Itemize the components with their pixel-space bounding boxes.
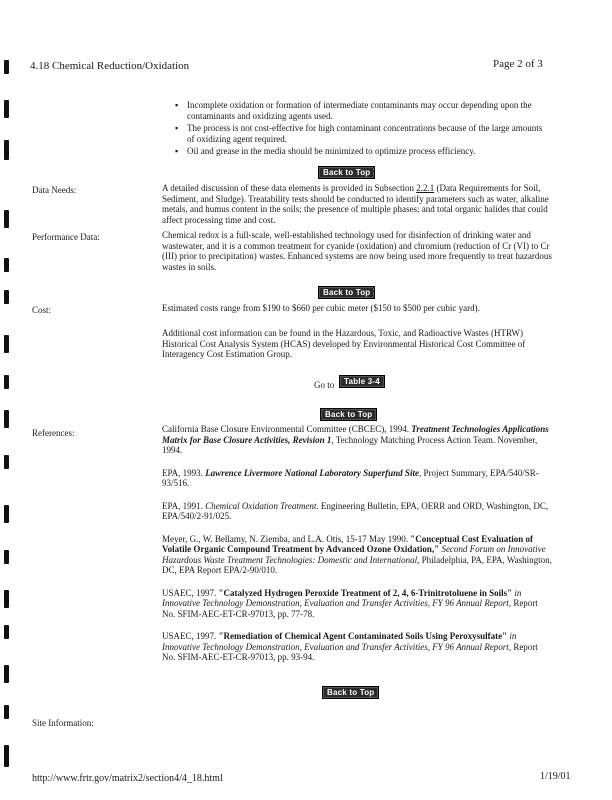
scan-mark xyxy=(4,705,9,719)
data-needs-label: Data Needs: xyxy=(32,185,77,195)
back-to-top-button[interactable]: Back to Top xyxy=(320,408,377,421)
scan-mark xyxy=(4,140,9,160)
section-title: 4.18 Chemical Reduction/Oxidation xyxy=(30,60,190,72)
site-information-label: Site Information: xyxy=(32,718,94,728)
reference-item: USAEC, 1997. "Remediation of Chemical Agent Contaminated Soils Using Peroxysulfate" in Innovative Technology Demonstration, Evaluation and Transfer Activities, FY 96 Annual Report, Report No. SFIM-AEC-ET-CR-97013, pp. 93-94. xyxy=(162,631,538,662)
list-item: ▪ Oil and grease in the media should be minimized to optimize process efficiency. xyxy=(175,146,545,157)
limitations-list xyxy=(175,100,545,159)
go-to-label: Go to xyxy=(314,380,335,390)
list-item: ▪ The process is not cost-effective for high contaminant concentrations because of the large amounts of oxidizing agent required. xyxy=(175,123,545,144)
scan-mark xyxy=(4,625,9,639)
subsection-link[interactable]: 2.2.1 xyxy=(416,183,435,193)
scan-mark xyxy=(4,60,9,74)
scan-mark xyxy=(4,505,9,523)
page-number: Page 2 of 3 xyxy=(493,58,543,70)
data-needs-text: A detailed discussion of these data elements is provided in Subsection 2.2.1 (Data Requirements for Soil, Sediment, and Sludge). Treatability tests should be conducted to identify parameters such as water, alkaline metals, and humus content in the soils; the presence of multiple phases; and total organic halides that could affect processing time and cost. xyxy=(162,183,549,225)
scan-mark xyxy=(4,550,9,564)
reference-item: EPA, 1991. Chemical Oxidation Treatment. Engineering Bulletin, EPA, OERR and ORD, Washington, DC, EPA/540/2-91/025. xyxy=(162,500,549,521)
performance-label: Performance Data: xyxy=(32,232,100,242)
scan-mark xyxy=(4,455,9,469)
next-section-button[interactable]: Table 3-4 xyxy=(339,375,385,388)
footer-url: http://www.frtr.gov/matrix2/section4/4_18.html xyxy=(32,773,223,784)
performance-text: Chemical redox is a full-scale, well-established technology used for disinfection of drinking water and wastewater, and it is a common treatment for cyanide (oxidation) and chromium (reduction of Cr (VI) to Cr (III) prior to precipitation) wastes. Enhanced systems are now being used more frequently to treat hazardous wastes in soils. xyxy=(162,230,552,272)
scan-mark xyxy=(4,375,9,389)
scan-mark xyxy=(4,258,9,272)
scan-mark xyxy=(4,290,9,304)
back-to-top-button[interactable]: Back to Top xyxy=(318,166,375,179)
list-item: ▪ Incomplete oxidation or formation of intermediate contaminants may occur depending upon the contaminants and oxidizing agents used. xyxy=(175,100,545,121)
back-to-top-button[interactable]: Back to Top xyxy=(322,686,379,699)
reference-item: USAEC, 1997. "Catalyzed Hydrogen Peroxide Treatment of 2, 4, 6-Trinitrotoluene in Soils" in Innovative Technology Demonstration, Evaluation and Transfer Activities, FY 96 Annual Report, Report No. SFIM-AEC-ET-CR-97013, pp. 77-78. xyxy=(162,587,538,619)
scan-mark xyxy=(4,100,9,118)
scan-mark xyxy=(4,745,9,767)
scan-mark xyxy=(4,665,9,683)
references-label: References: xyxy=(32,428,75,438)
scan-mark xyxy=(4,335,9,353)
reference-item: Meyer, G., W. Bellamy, N. Ziemba, and L.A. Otis, 15-17 May 1990. "Conceptual Cost Evaluation of Volatile Organic Compound Treatment by Advanced Ozone Oxidation," Second Forum on Innovative Hazardous Waste Treatment Technologies: Domestic and International, Philadelphia, PA, EPA, Washington, DC, EPA Report EPA/2-90/010. xyxy=(162,533,552,575)
reference-item: California Base Closure Environmental Committee (CBCEC), 1994. Treatment Technologies Applications Matrix for Base Closure Activities, Revision 1, Technology Matching Process Action Team. November, 1994. xyxy=(162,424,549,455)
back-to-top-button[interactable]: Back to Top xyxy=(318,286,375,299)
scan-mark xyxy=(4,410,9,428)
cost-label: Cost: xyxy=(32,305,52,315)
reference-item: EPA, 1993. Lawrence Livermore National Laboratory Superfund Site, Project Summary, EPA/540/SR-93/516. xyxy=(162,467,539,488)
scan-mark xyxy=(4,210,9,228)
footer-date: 1/19/01 xyxy=(540,771,571,782)
cost-range-text: Estimated costs range from $190 to $660 per cubic meter ($150 to $500 per cubic yard). xyxy=(162,303,480,313)
references-list xyxy=(162,424,552,675)
cost-additional-text: Additional cost information can be found in the Hazardous, Toxic, and Radioactive Wastes (HTRW) Historical Cost Analysis System (HCAS) developed by Environmental Historical Cost Committee of Interagency Cost Estimation Group. xyxy=(162,328,526,359)
scan-mark xyxy=(4,590,9,608)
